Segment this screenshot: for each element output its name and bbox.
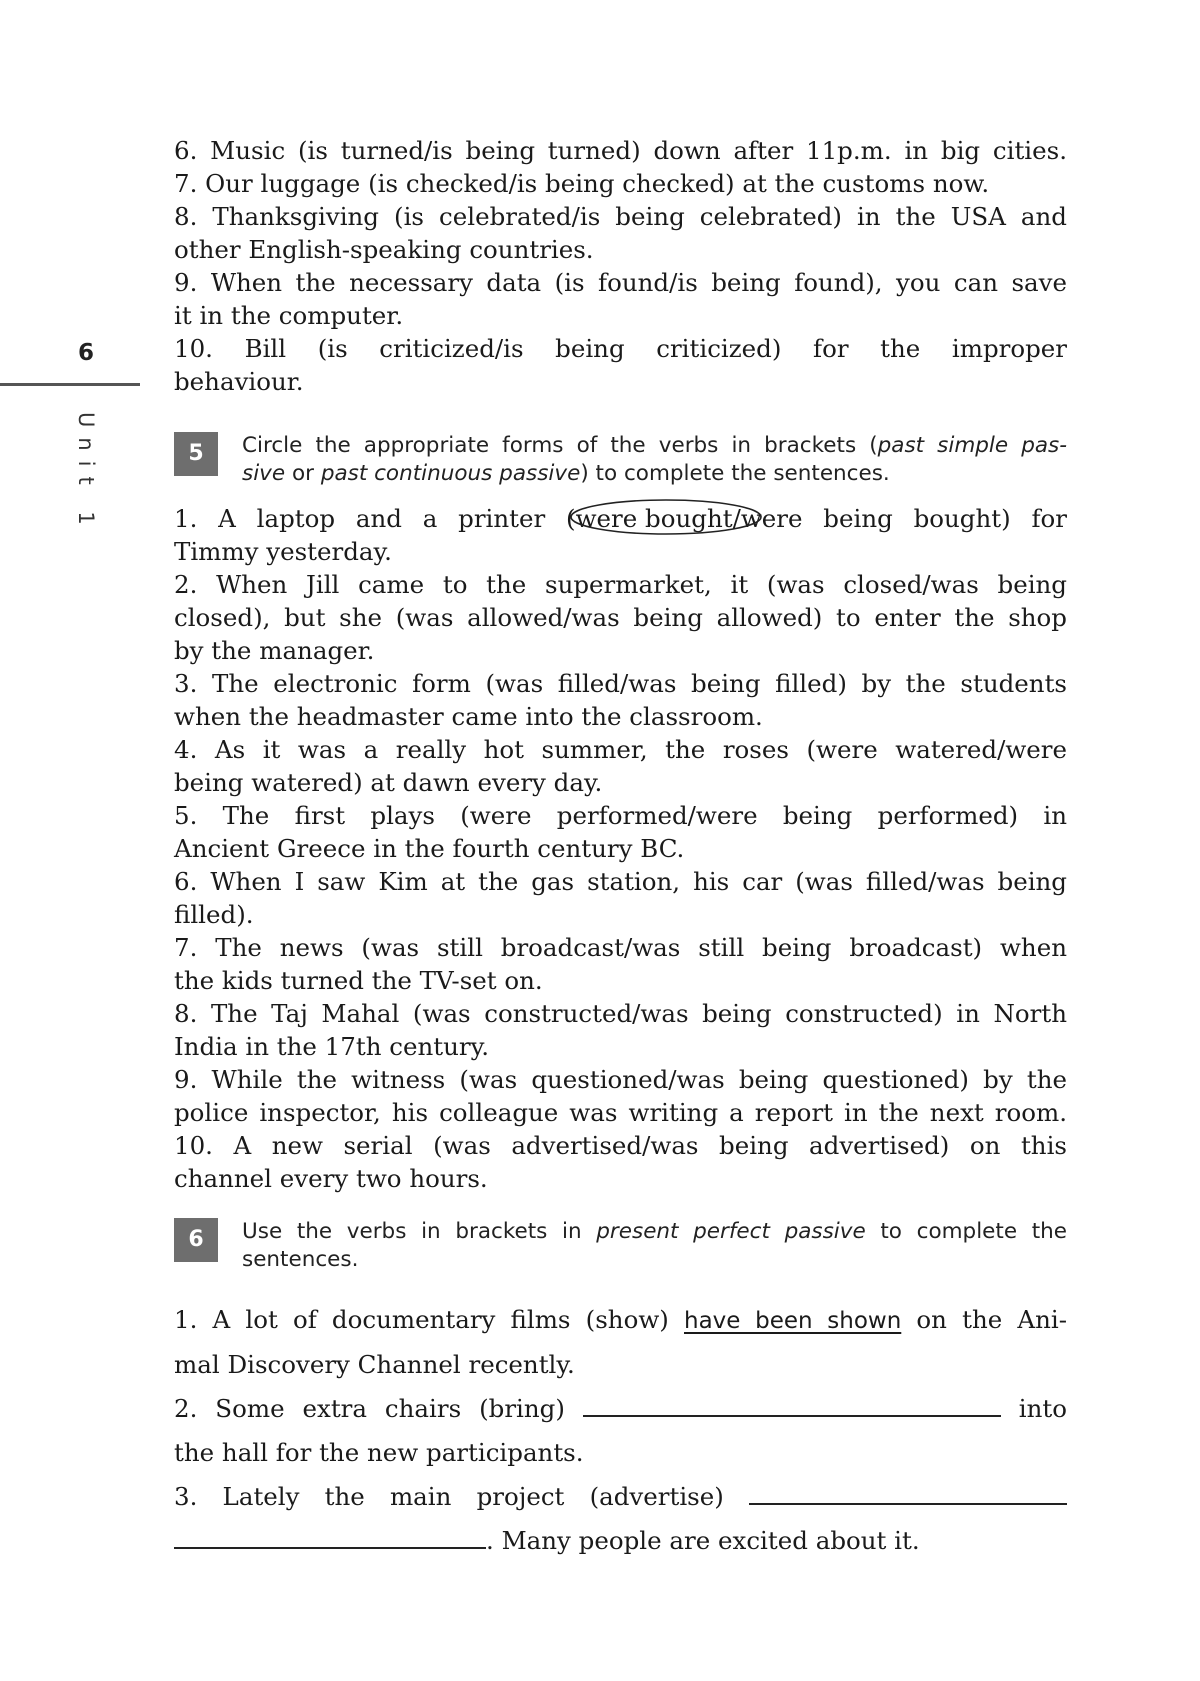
- sentence-line: closed), but she (was allowed/was being allowed) to enter the shop: [174, 603, 1067, 632]
- sentence-line: 6. Music (is turned/is being turned) down after 11p.m. in big cities.: [174, 136, 1067, 165]
- sentence-line: 1. A lot of documentary films (show) have been shown on the Ani-: [174, 1305, 1067, 1334]
- sentence-line: other English-speaking countries.: [174, 235, 594, 264]
- unit-label: Unit 1: [74, 412, 98, 535]
- sentence-line: 10. A new serial (was advertised/was being advertised) on this: [174, 1131, 1067, 1160]
- sentence-line: the kids turned the TV-set on.: [174, 966, 543, 995]
- sentence-line: Ancient Greece in the fourth century BC.: [174, 834, 685, 863]
- sentence-line: 9. While the witness (was questioned/was being questioned) by the: [174, 1065, 1067, 1094]
- sentence-line: 5. The first plays (were performed/were being performed) in: [174, 801, 1067, 830]
- sentence-line: 7. Our luggage (is checked/is being checked) at the customs now.: [174, 169, 990, 198]
- sentence-line: mal Discovery Channel recently.: [174, 1350, 575, 1379]
- sentence-line: it in the computer.: [174, 301, 404, 330]
- previous-exercise-items: [174, 134, 1067, 398]
- sentence-line: 10. Bill (is criticized/is being criticized) for the improper: [174, 334, 1067, 363]
- sentence-line: 8. The Taj Mahal (was constructed/was being constructed) in North: [174, 999, 1067, 1028]
- sentence-line: . Many people are excited about it.: [174, 1519, 1067, 1563]
- sentence-line: 9. When the necessary data (is found/is being found), you can save: [174, 268, 1067, 297]
- exercise-number-badge: 6: [174, 1218, 218, 1262]
- sentence-line: when the headmaster came into the classroom.: [174, 702, 763, 731]
- exercise-6-instruction: Use the verbs in brackets in present perfect passive to complete the sentences.: [242, 1219, 1067, 1272]
- exercise-5-header: [174, 432, 1067, 492]
- circled-answer: were bought: [576, 502, 733, 535]
- sentence-line: 8. Thanksgiving (is celebrated/is being celebrated) in the USA and: [174, 202, 1067, 231]
- sentence-line: 6. When I saw Kim at the gas station, his car (was filled/was being: [174, 867, 1067, 896]
- sentence-line: 1. A laptop and a printer (were bought /were being bought) for: [174, 502, 1067, 535]
- sentence-line: 3. Lately the main project (advertise): [174, 1475, 1067, 1519]
- sentence-line: channel every two hours.: [174, 1164, 488, 1193]
- page-number: 6: [78, 340, 95, 366]
- exercise-6-header: [174, 1218, 1067, 1278]
- answer-blank[interactable]: [749, 1481, 1067, 1505]
- answer-circle-icon: [568, 499, 764, 535]
- exercise-6-items: [174, 1298, 1067, 1563]
- answer-blank[interactable]: [174, 1525, 486, 1549]
- sentence-line: police inspector, his colleague was writing a report in the next room.: [174, 1098, 1067, 1127]
- sentence-line: 3. The electronic form (was filled/was being filled) by the students: [174, 669, 1067, 698]
- answer-blank[interactable]: [583, 1393, 1001, 1417]
- sentence-line: India in the 17th century.: [174, 1032, 489, 1061]
- sentence-line: 7. The news (was still broadcast/was still being broadcast) when: [174, 933, 1067, 962]
- sentence-line: being watered) at dawn every day.: [174, 768, 603, 797]
- margin-divider: [0, 383, 140, 386]
- exercise-number-badge: 5: [174, 432, 218, 476]
- sentence-line: Timmy yesterday.: [174, 537, 392, 566]
- sentence-line: 2. When Jill came to the supermarket, it (was closed/was being: [174, 570, 1067, 599]
- sentence-line: 2. Some extra chairs (bring) into: [174, 1394, 1067, 1423]
- sentence-line: the hall for the new participants.: [174, 1438, 584, 1467]
- sentence-line: by the manager.: [174, 636, 375, 665]
- sentence-line: behaviour.: [174, 367, 304, 396]
- filled-answer: have been shown: [684, 1308, 902, 1334]
- sentence-line: filled).: [174, 900, 254, 929]
- exercise-5-items: [174, 502, 1067, 1195]
- exercise-5-instruction: Circle the appropriate forms of the verbs in brackets (past simple pas- sive or past continuous passive) to complete the sentences.: [242, 433, 1067, 486]
- sentence-line: 4. As it was a really hot summer, the roses (were watered/were: [174, 735, 1067, 764]
